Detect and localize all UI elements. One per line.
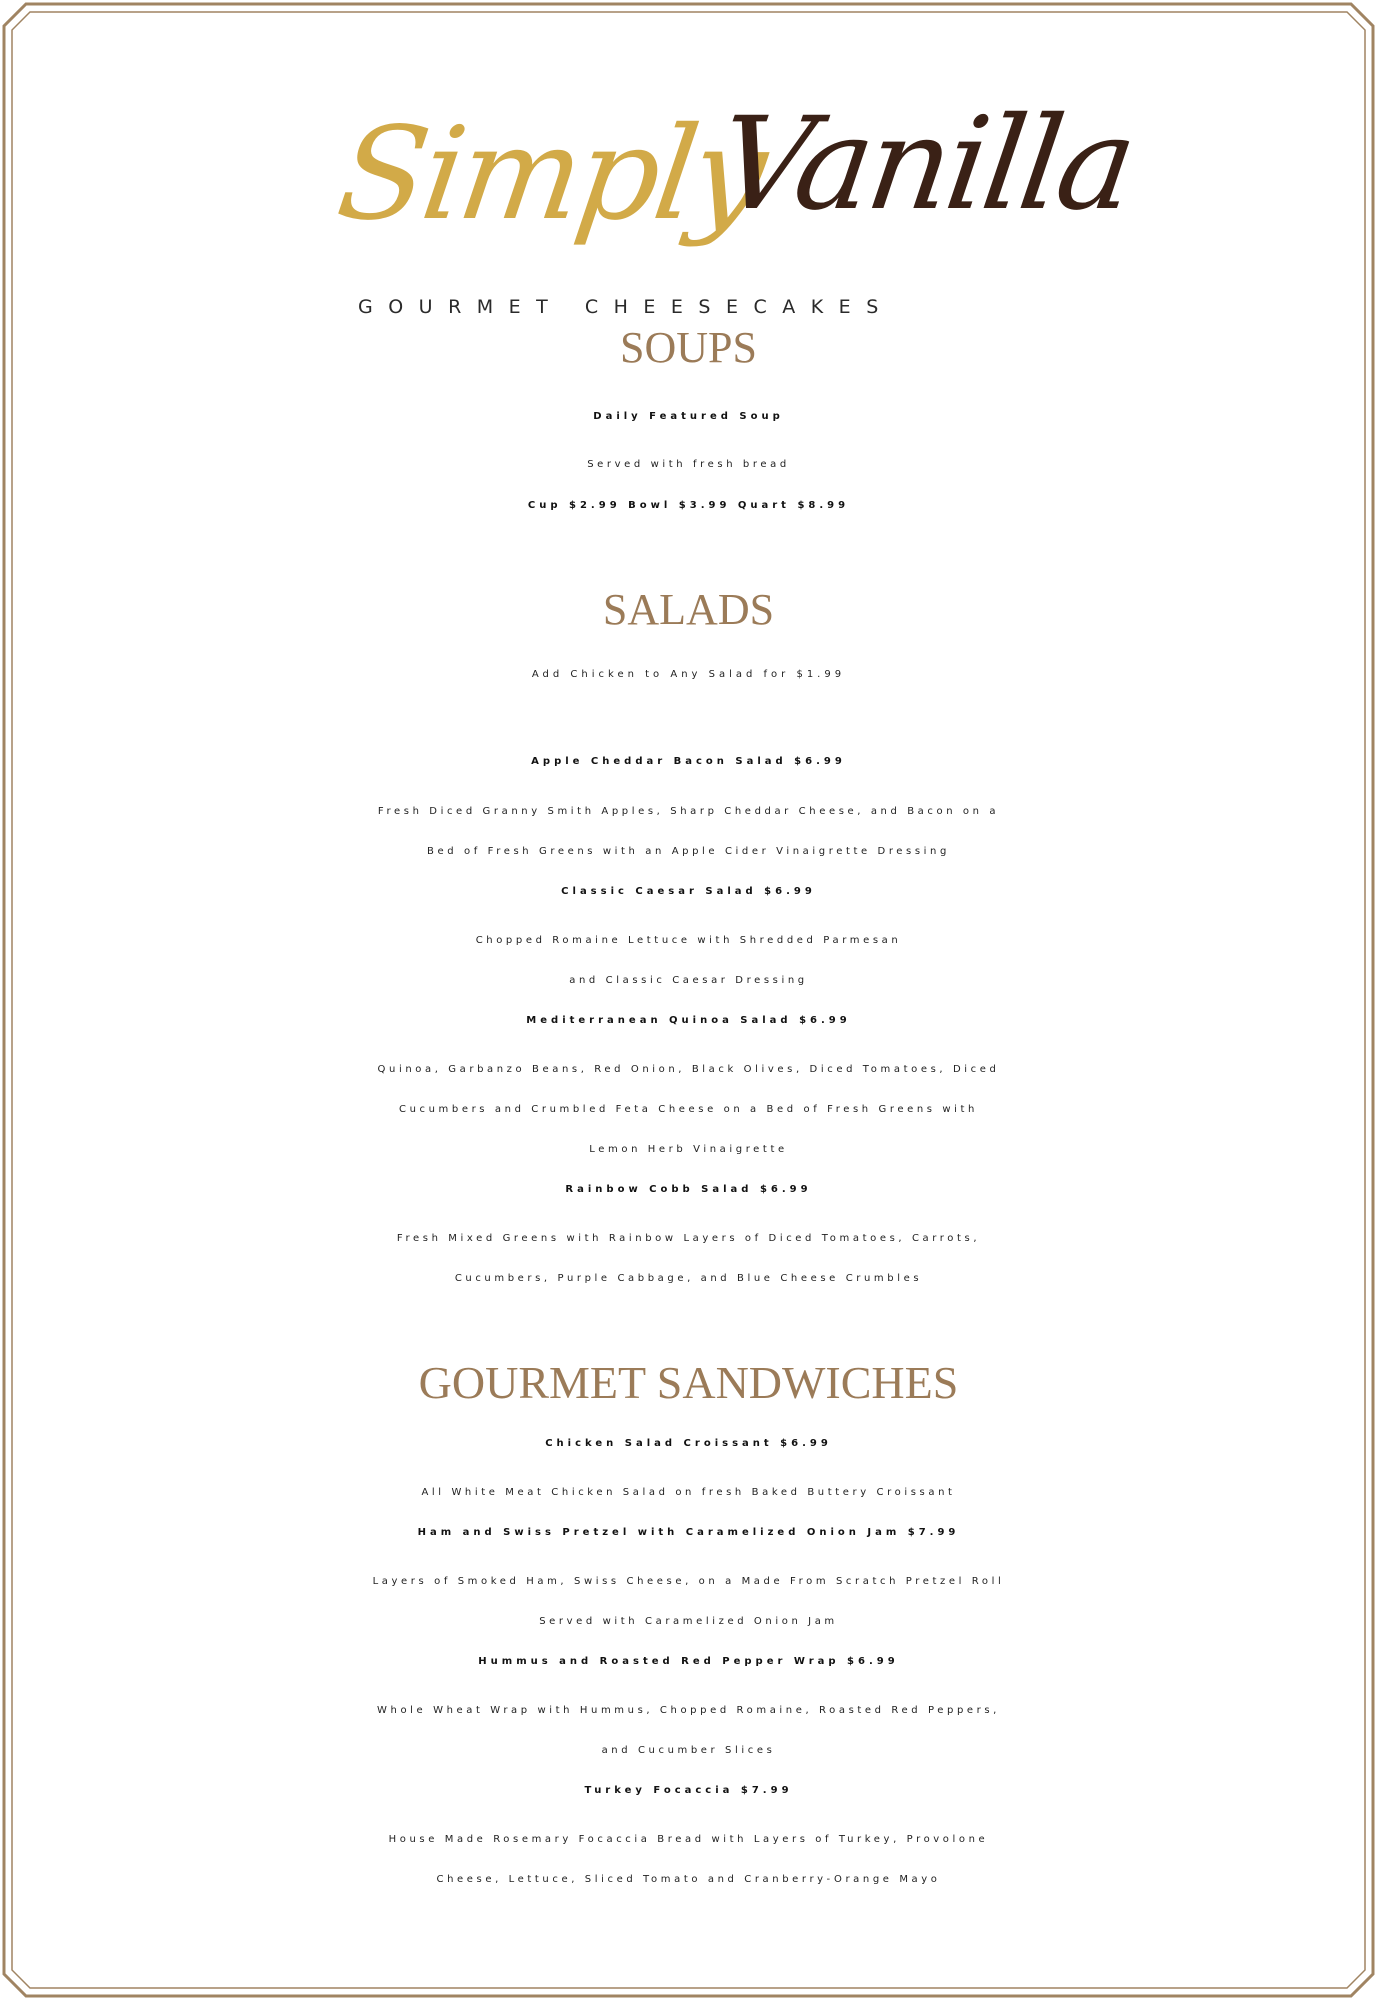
brand-logo [329, 60, 1142, 330]
sandwich-item-desc: Served with Caramelized Onion Jam [539, 1616, 838, 1627]
sandwich-item-title: Chicken Salad Croissant $6.99 [545, 1438, 832, 1449]
section-heading-salads: SALADS [602, 585, 775, 634]
salad-item-desc: Fresh Mixed Greens with Rainbow Layers of Diced Tomatoes, Carrots, [396, 1233, 981, 1244]
salad-item-desc: Bed of Fresh Greens with an Apple Cider Vinaigrette Dressing [427, 846, 950, 857]
salad-item-desc: Cucumbers and Crumbled Feta Cheese on a Bed of Fresh Greens with [399, 1104, 978, 1115]
salad-item-desc: Lemon Herb Vinaigrette [589, 1144, 788, 1155]
sandwich-item-title: Turkey Focaccia $7.99 [584, 1785, 793, 1796]
sandwich-item-desc: Layers of Smoked Ham, Swiss Cheese, on a Made From Scratch Pretzel Roll [372, 1576, 1005, 1587]
salad-item-desc: Cucumbers, Purple Cabbage, and Blue Cheese Crumbles [454, 1273, 923, 1284]
salad-item-title: Classic Caesar Salad $6.99 [561, 886, 816, 897]
salad-item-desc: Quinoa, Garbanzo Beans, Red Onion, Black Olives, Diced Tomatoes, Diced [377, 1064, 1000, 1075]
salad-item-title: Mediterranean Quinoa Salad $6.99 [526, 1015, 851, 1026]
salads-note: Add Chicken to Any Salad for $1.99 [531, 669, 846, 680]
salad-item-title: Rainbow Cobb Salad $6.99 [565, 1184, 812, 1195]
soup-item-desc: Served with fresh bread [587, 459, 790, 470]
salad-item-desc: Chopped Romaine Lettuce with Shredded Parmesan [475, 935, 902, 946]
section-heading-sandwiches: GOURMET SANDWICHES [418, 1357, 959, 1408]
salad-item-desc: Fresh Diced Granny Smith Apples, Sharp Cheddar Cheese, and Bacon on a [377, 806, 1000, 817]
section-heading-soups: SOUPS [620, 323, 757, 372]
sandwich-item-title: Ham and Swiss Pretzel with Caramelized Onion Jam $7.99 [417, 1527, 960, 1538]
soup-item-title: Daily Featured Soup [593, 411, 784, 422]
brand-tagline: GOURMET CHEESECAKES [358, 296, 894, 318]
salad-item-desc: and Classic Caesar Dressing [569, 975, 808, 986]
salad-item-title: Apple Cheddar Bacon Salad $6.99 [531, 756, 846, 767]
sandwich-item-desc: All White Meat Chicken Salad on fresh Baked Buttery Croissant [421, 1487, 956, 1498]
brand-name-simply: Simply [329, 100, 772, 249]
sandwich-item-desc: and Cucumber Slices [601, 1745, 776, 1756]
brand-name-vanilla: Vanilla [709, 90, 1142, 239]
sandwich-item-desc: House Made Rosemary Focaccia Bread with Layers of Turkey, Provolone [388, 1834, 989, 1845]
sandwich-item-title: Hummus and Roasted Red Pepper Wrap $6.99 [478, 1656, 899, 1667]
sandwich-item-desc: Cheese, Lettuce, Sliced Tomato and Cranberry-Orange Mayo [436, 1874, 941, 1885]
sandwich-item-desc: Whole Wheat Wrap with Hummus, Chopped Romaine, Roasted Red Peppers, [377, 1705, 1000, 1716]
soup-prices: Cup $2.99 Bowl $3.99 Quart $8.99 [527, 500, 850, 511]
